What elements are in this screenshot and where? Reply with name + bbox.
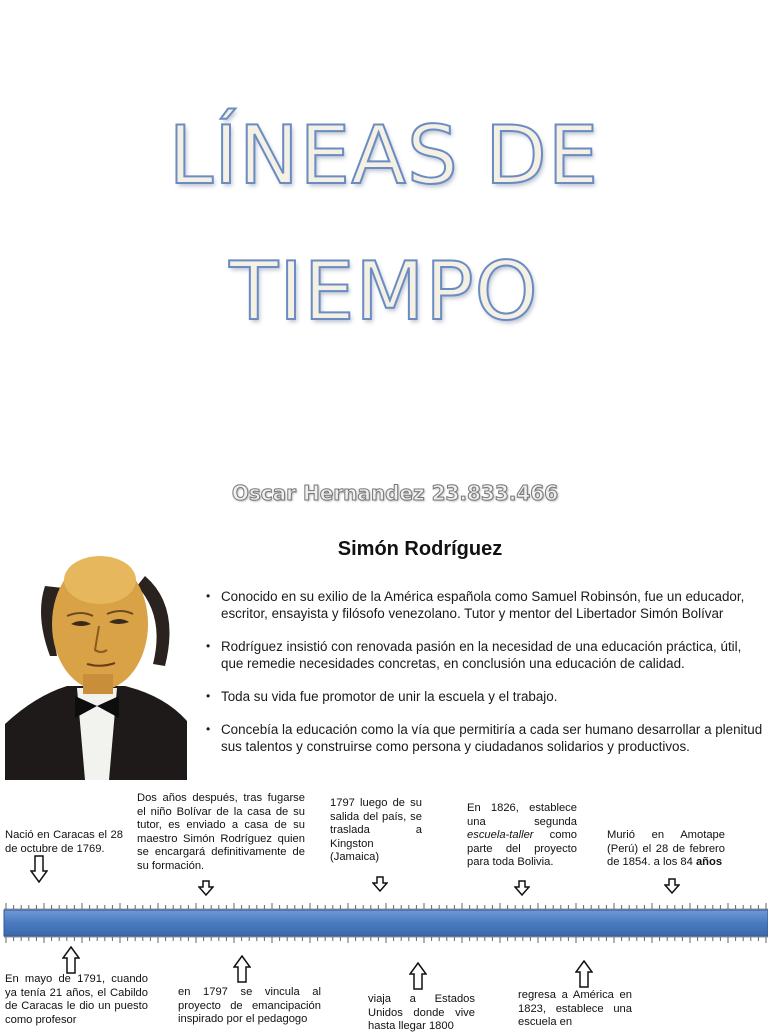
title-line-1: LÍNEAS DE <box>168 109 600 202</box>
event-death <box>607 829 725 870</box>
event-tutor: Dos años después, tras fugarse el niño Bolívar de la casa de su tutor, es enviado a casa de su maestro Simón Rodríguez quien se encargará definitivamente de su formación. <box>137 792 305 872</box>
event-professor: En mayo de 1791, cuando ya tenía 21 años, el Cabildo de Caracas le dio un puesto como profesor <box>5 973 148 1026</box>
event-bolivia-emphasis: escuela-taller <box>467 829 534 841</box>
event-bolivia <box>467 802 577 870</box>
event-kingston: 1797 luego de su salida del país, se traslada a Kingston (Jamaica) <box>330 797 422 863</box>
arrow-down-icon <box>514 880 530 896</box>
arrow-up-icon <box>575 960 593 988</box>
arrow-up-icon <box>409 962 427 990</box>
event-usa: viaja a Estados Unidos donde vive hasta llegar 1800 <box>368 993 475 1032</box>
arrow-down-icon <box>664 878 680 894</box>
subject-heading: Simón Rodríguez <box>337 538 503 560</box>
title-line-2: TIEMPO <box>229 245 539 338</box>
portrait-image <box>5 546 187 780</box>
arrow-down-icon <box>372 876 388 892</box>
event-birth: Nació en Caracas el 28 de octubre de 1769. <box>5 829 123 855</box>
event-bolivia-part1: En 1826, establece una segunda <box>467 802 577 828</box>
event-return: regresa a América en 1823, establece una escuela en <box>518 989 632 1028</box>
arrow-up-icon <box>62 946 80 974</box>
timeline-bar <box>0 893 768 953</box>
event-death-years: años <box>695 856 723 868</box>
arrow-up-icon <box>233 955 251 983</box>
bullet-item: • Toda su vida fue promotor de unir la escuela y el trabajo. <box>205 688 763 705</box>
arrow-down-icon <box>198 880 214 896</box>
bullet-item: • Rodríguez insistió con renovada pasión en la necesidad de una educación práctica, útil, que remedie necesidades concretas, en conclusión una educación de calidad. <box>205 638 763 672</box>
bullet-item: • Conocido en su exilio de la América española como Samuel Robinsón, fue un educador, escritor, ensayista y filósofo venezolano. Tutor y mentor del Libertador Simón Bolívar <box>205 588 763 622</box>
bullet-list <box>205 588 763 771</box>
event-bolivia-part2: como parte del proyecto para toda Bolivia. <box>467 829 577 868</box>
event-emancipation: en 1797 se vincula al proyecto de emancipación inspirado por el pedagogo <box>178 986 321 1025</box>
bullet-item: • Concebía la educación como la vía que permitiría a cada ser humano desarrollar a plenitud sus talentos y construirse como persona y ciudadanos solidarios y productivos. <box>205 721 763 755</box>
event-death-text: Murió en Amotape (Perú) el 28 de febrero de 1854. a los 84 <box>607 829 725 868</box>
author-name: Oscar Hernandez 23.833.466 <box>231 481 559 505</box>
arrow-down-icon <box>30 855 48 883</box>
